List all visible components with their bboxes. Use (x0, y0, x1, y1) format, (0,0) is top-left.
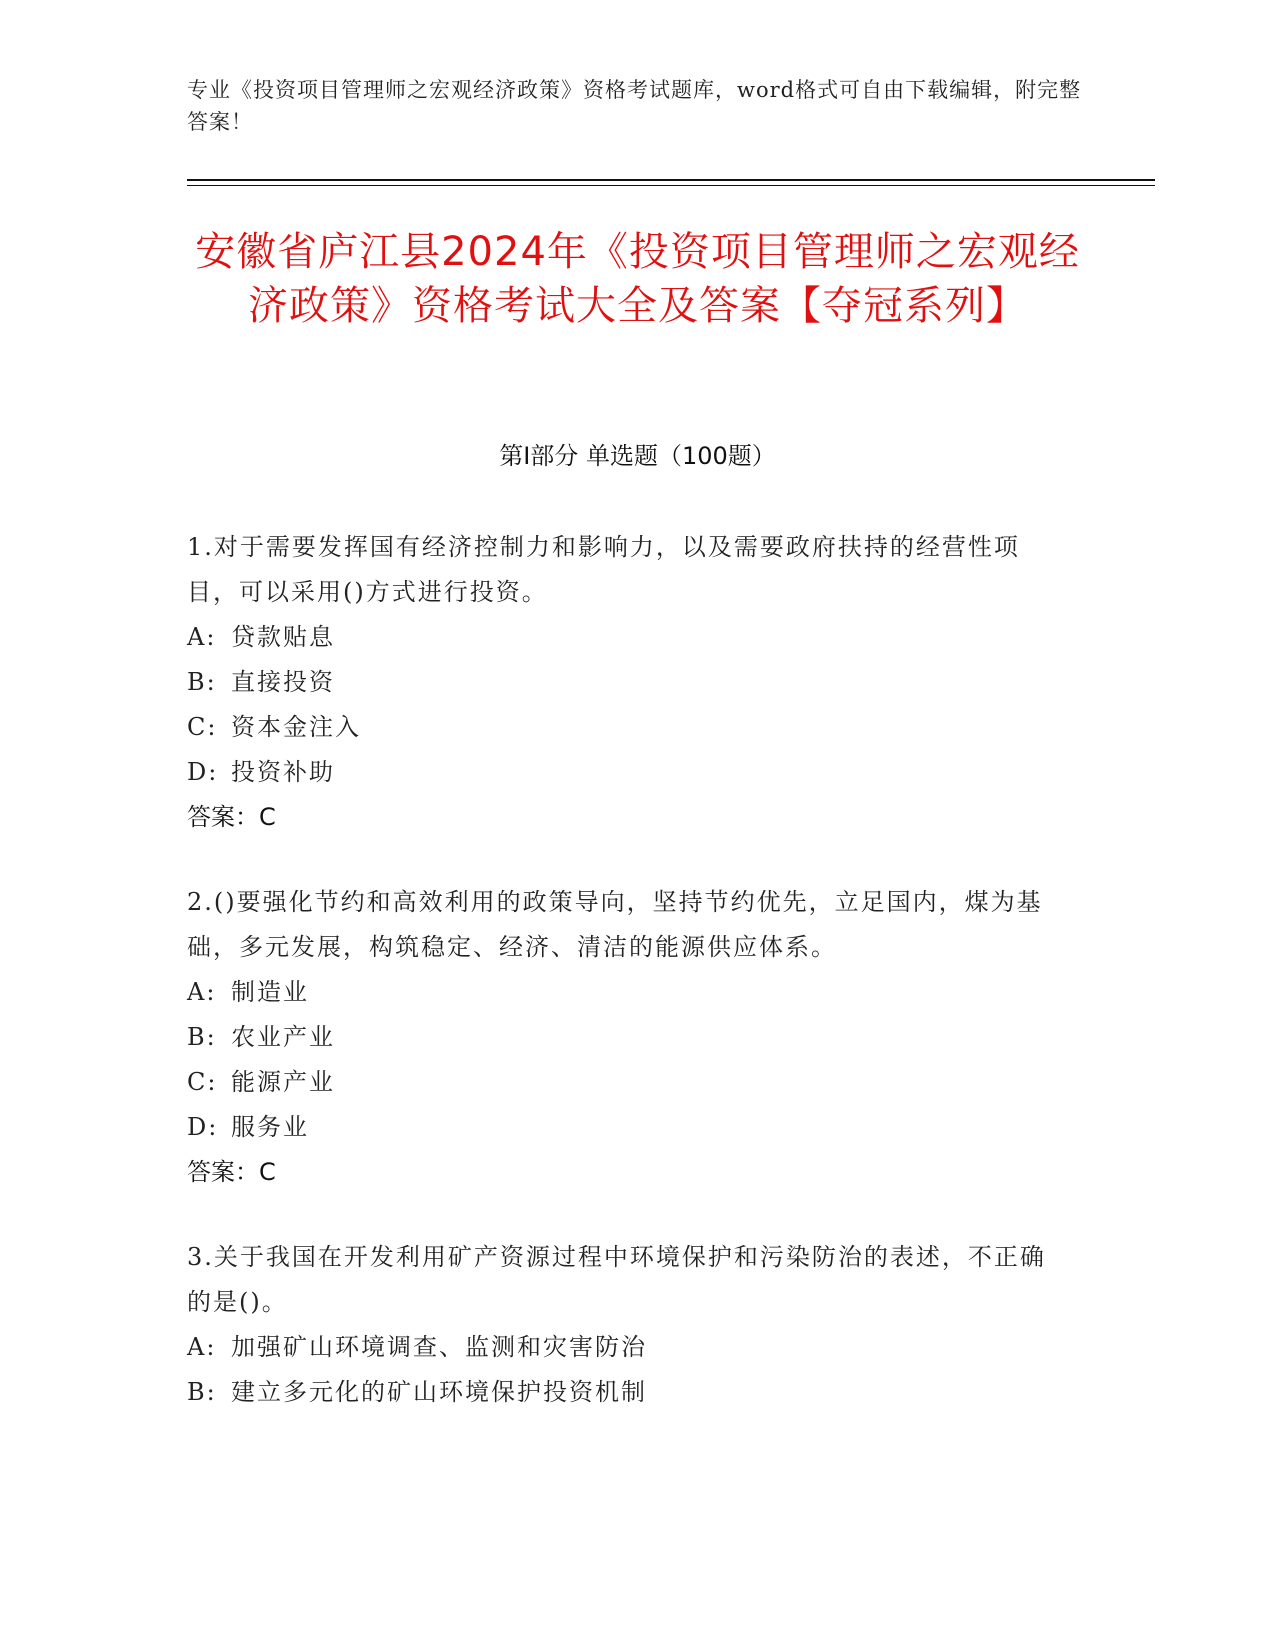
option-text: 直接投资 (231, 668, 335, 696)
question-stem: 2.()要强化节约和高效利用的政策导向，坚持节约优先，立足国内，煤为基础，多元发展，构筑稳定、经济、清洁的能源供应体系。 (187, 888, 1043, 961)
option-text: 贷款贴息 (231, 623, 335, 651)
option-letter: D: (187, 758, 219, 786)
option-text: 服务业 (231, 1113, 309, 1141)
document-title: 安徽省庐江县2024年《投资项目管理师之宏观经济政策》资格考试大全及答案【夺冠系列】 (195, 229, 1080, 329)
option-letter: B: (187, 1023, 217, 1051)
option-b (187, 1370, 1067, 1415)
option-letter: C: (187, 713, 218, 741)
question-3 (187, 1235, 1067, 1415)
option-text: 投资补助 (231, 758, 335, 786)
option-a (187, 970, 1067, 1015)
question-list (187, 525, 1067, 1455)
answer: 答案：C (187, 1158, 276, 1186)
option-letter: C: (187, 1068, 218, 1096)
option-letter: A: (187, 623, 217, 651)
option-d (187, 1105, 1067, 1150)
question-stem: 1.对于需要发挥国有经济控制力和影响力，以及需要政府扶持的经营性项目，可以采用()方式进行投资。 (187, 533, 1020, 606)
option-text: 建立多元化的矿山环境保护投资机制 (231, 1378, 647, 1406)
option-text: 加强矿山环境调查、监测和灾害防治 (231, 1333, 647, 1361)
question-1 (187, 525, 1067, 840)
option-b (187, 660, 1067, 705)
header-rule-thin (187, 185, 1155, 186)
question-stem: 3.关于我国在开发利用矿产资源过程中环境保护和污染防治的表述，不正确的是()。 (187, 1243, 1046, 1316)
option-a (187, 1325, 1067, 1370)
header-rule-thick (187, 179, 1155, 181)
option-letter: D: (187, 1113, 219, 1141)
option-text: 能源产业 (231, 1068, 335, 1096)
option-letter: B: (187, 668, 217, 696)
question-2 (187, 880, 1067, 1195)
option-text: 资本金注入 (231, 713, 361, 741)
option-letter: A: (187, 978, 217, 1006)
answer: 答案：C (187, 803, 276, 831)
option-letter: B: (187, 1378, 217, 1406)
option-b (187, 1015, 1067, 1060)
option-d (187, 750, 1067, 795)
option-text: 制造业 (231, 978, 309, 1006)
option-a (187, 615, 1067, 660)
option-text: 农业产业 (231, 1023, 335, 1051)
option-c (187, 1060, 1067, 1105)
option-letter: A: (187, 1333, 217, 1361)
option-c (187, 705, 1067, 750)
header-note: 专业《投资项目管理师之宏观经济政策》资格考试题库，word格式可自由下载编辑，附完整答案！ (187, 78, 1082, 134)
section-heading: 第Ⅰ部分 单选题（100题） (499, 442, 776, 470)
